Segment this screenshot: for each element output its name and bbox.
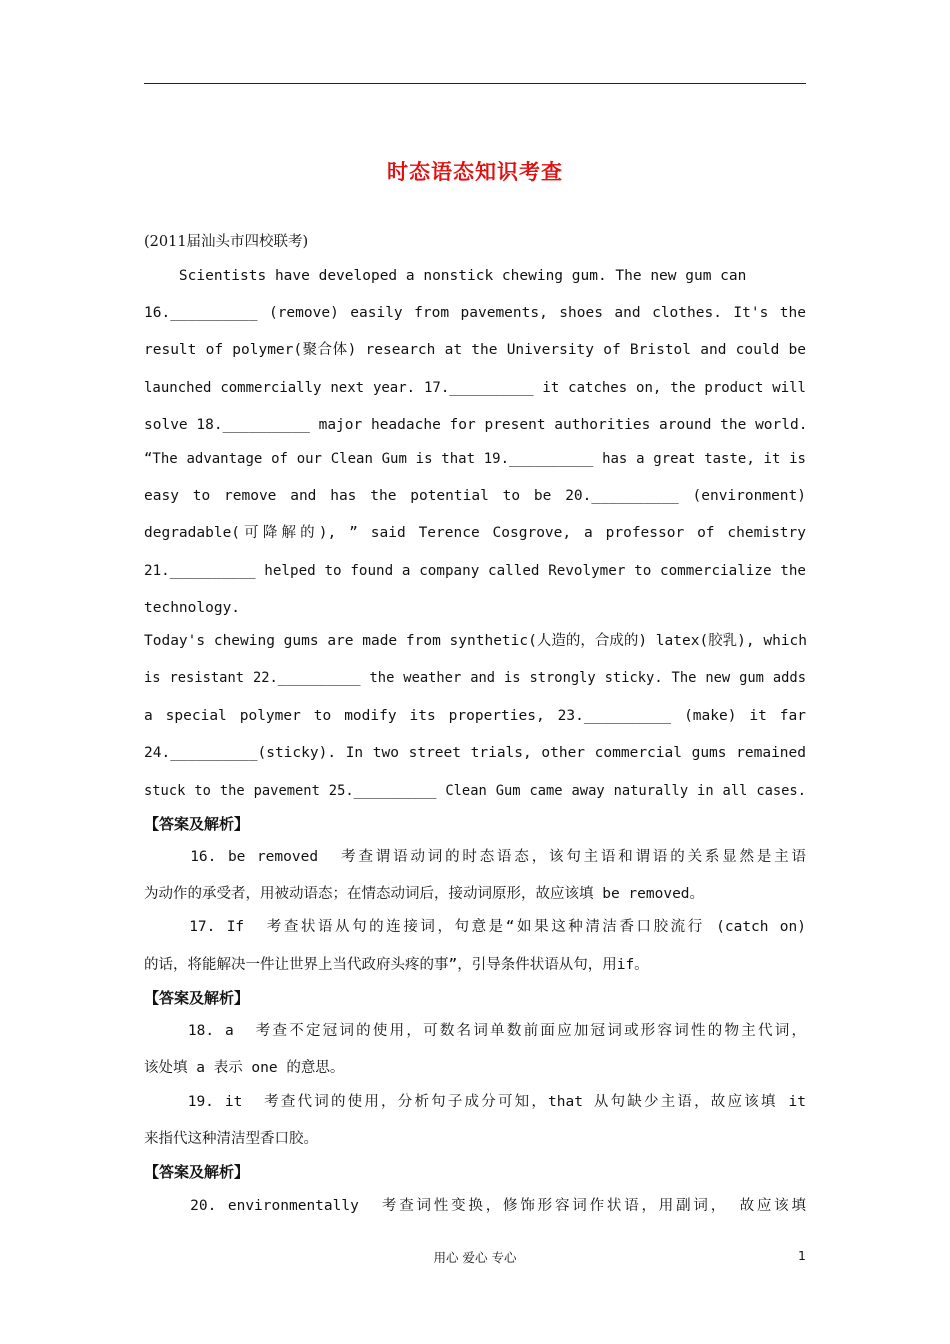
answer-line: 18. a 考查不定冠词的使用，可数名词单数前面应加冠词或形容词性的物主代词，: [144, 1023, 806, 1039]
page-number: 1: [798, 1248, 806, 1263]
passage-line: 16.__________ (remove) easily from pavements, shoes and clothes. It's the: [144, 305, 806, 321]
page-title: 时态语态知识考查: [387, 160, 563, 184]
passage-line: launched commercially next year. 17.__________ it catches on, the product will: [144, 380, 806, 396]
answer-line: 20. environmentally 考查词性变换，修饰形容词作状语，用副词， 故应该填: [144, 1198, 806, 1214]
passage-line: degradable(可降解的), ” said Terence Cosgrove, a professor of chemistry: [144, 525, 806, 541]
source-note: (2011届汕头市四校联考): [144, 234, 309, 250]
passage-line: 21.__________ helped to found a company called Revolymer to commercialize the: [144, 563, 806, 579]
answer-line: 为动作的承受者，用被动语态；在情态动词后，接动词原形，故应该填 be removed。: [144, 886, 705, 902]
passage-line: 24.__________(sticky). In two street trials, other commercial gums remained: [144, 745, 806, 761]
answer-line: 的话，将能解决一件让世界上当代政府头疼的事”，引导条件状语从句，用if。: [144, 957, 649, 973]
answer-line: 19. it 考查代词的使用，分析句子成分可知，that 从句缺少主语，故应该填 it: [144, 1094, 806, 1110]
header-rule: [144, 83, 806, 84]
answer-line: 该处填 a 表示 one 的意思。: [144, 1060, 345, 1076]
answer-heading: 【答案及解析】: [144, 1163, 250, 1181]
passage-line: solve 18.__________ major headache for present authorities around the world.: [144, 417, 808, 433]
answer-line: 16. be removed 考查谓语动词的时态语态，该句主语和谓语的关系显然是主语: [144, 849, 806, 865]
answer-line: 17. If 考查状语从句的连接词，句意是“如果这种清洁香口胶流行 (catch on): [144, 919, 806, 935]
answer-heading: 【答案及解析】: [144, 989, 250, 1007]
passage-line: result of polymer(聚合体) research at the University of Bristol and could be: [144, 342, 806, 358]
passage-line: Scientists have developed a nonstick chewing gum. The new gum can: [144, 268, 747, 284]
answer-line: 来指代这种清洁型香口胶。: [144, 1131, 318, 1147]
passage-line: easy to remove and has the potential to be 20.__________ (environment): [144, 488, 806, 504]
passage-line: stuck to the pavement 25.__________ Clean Gum came away naturally in all cases.: [144, 783, 806, 799]
passage-line: Today's chewing gums are made from synthetic(人造的，合成的) latex(胶乳), which: [144, 633, 808, 649]
answer-heading: 【答案及解析】: [144, 815, 250, 833]
passage-line: technology.: [144, 600, 241, 616]
passage-line: a special polymer to modify its properties, 23.__________ (make) it far: [144, 708, 806, 724]
passage-line: is resistant 22.__________ the weather and is strongly sticky. The new gum adds: [144, 670, 806, 686]
page-footer: 用心 爱心 专心: [433, 1250, 517, 1265]
passage-line: “The advantage of our Clean Gum is that 19.__________ has a great taste, it is: [144, 451, 806, 467]
